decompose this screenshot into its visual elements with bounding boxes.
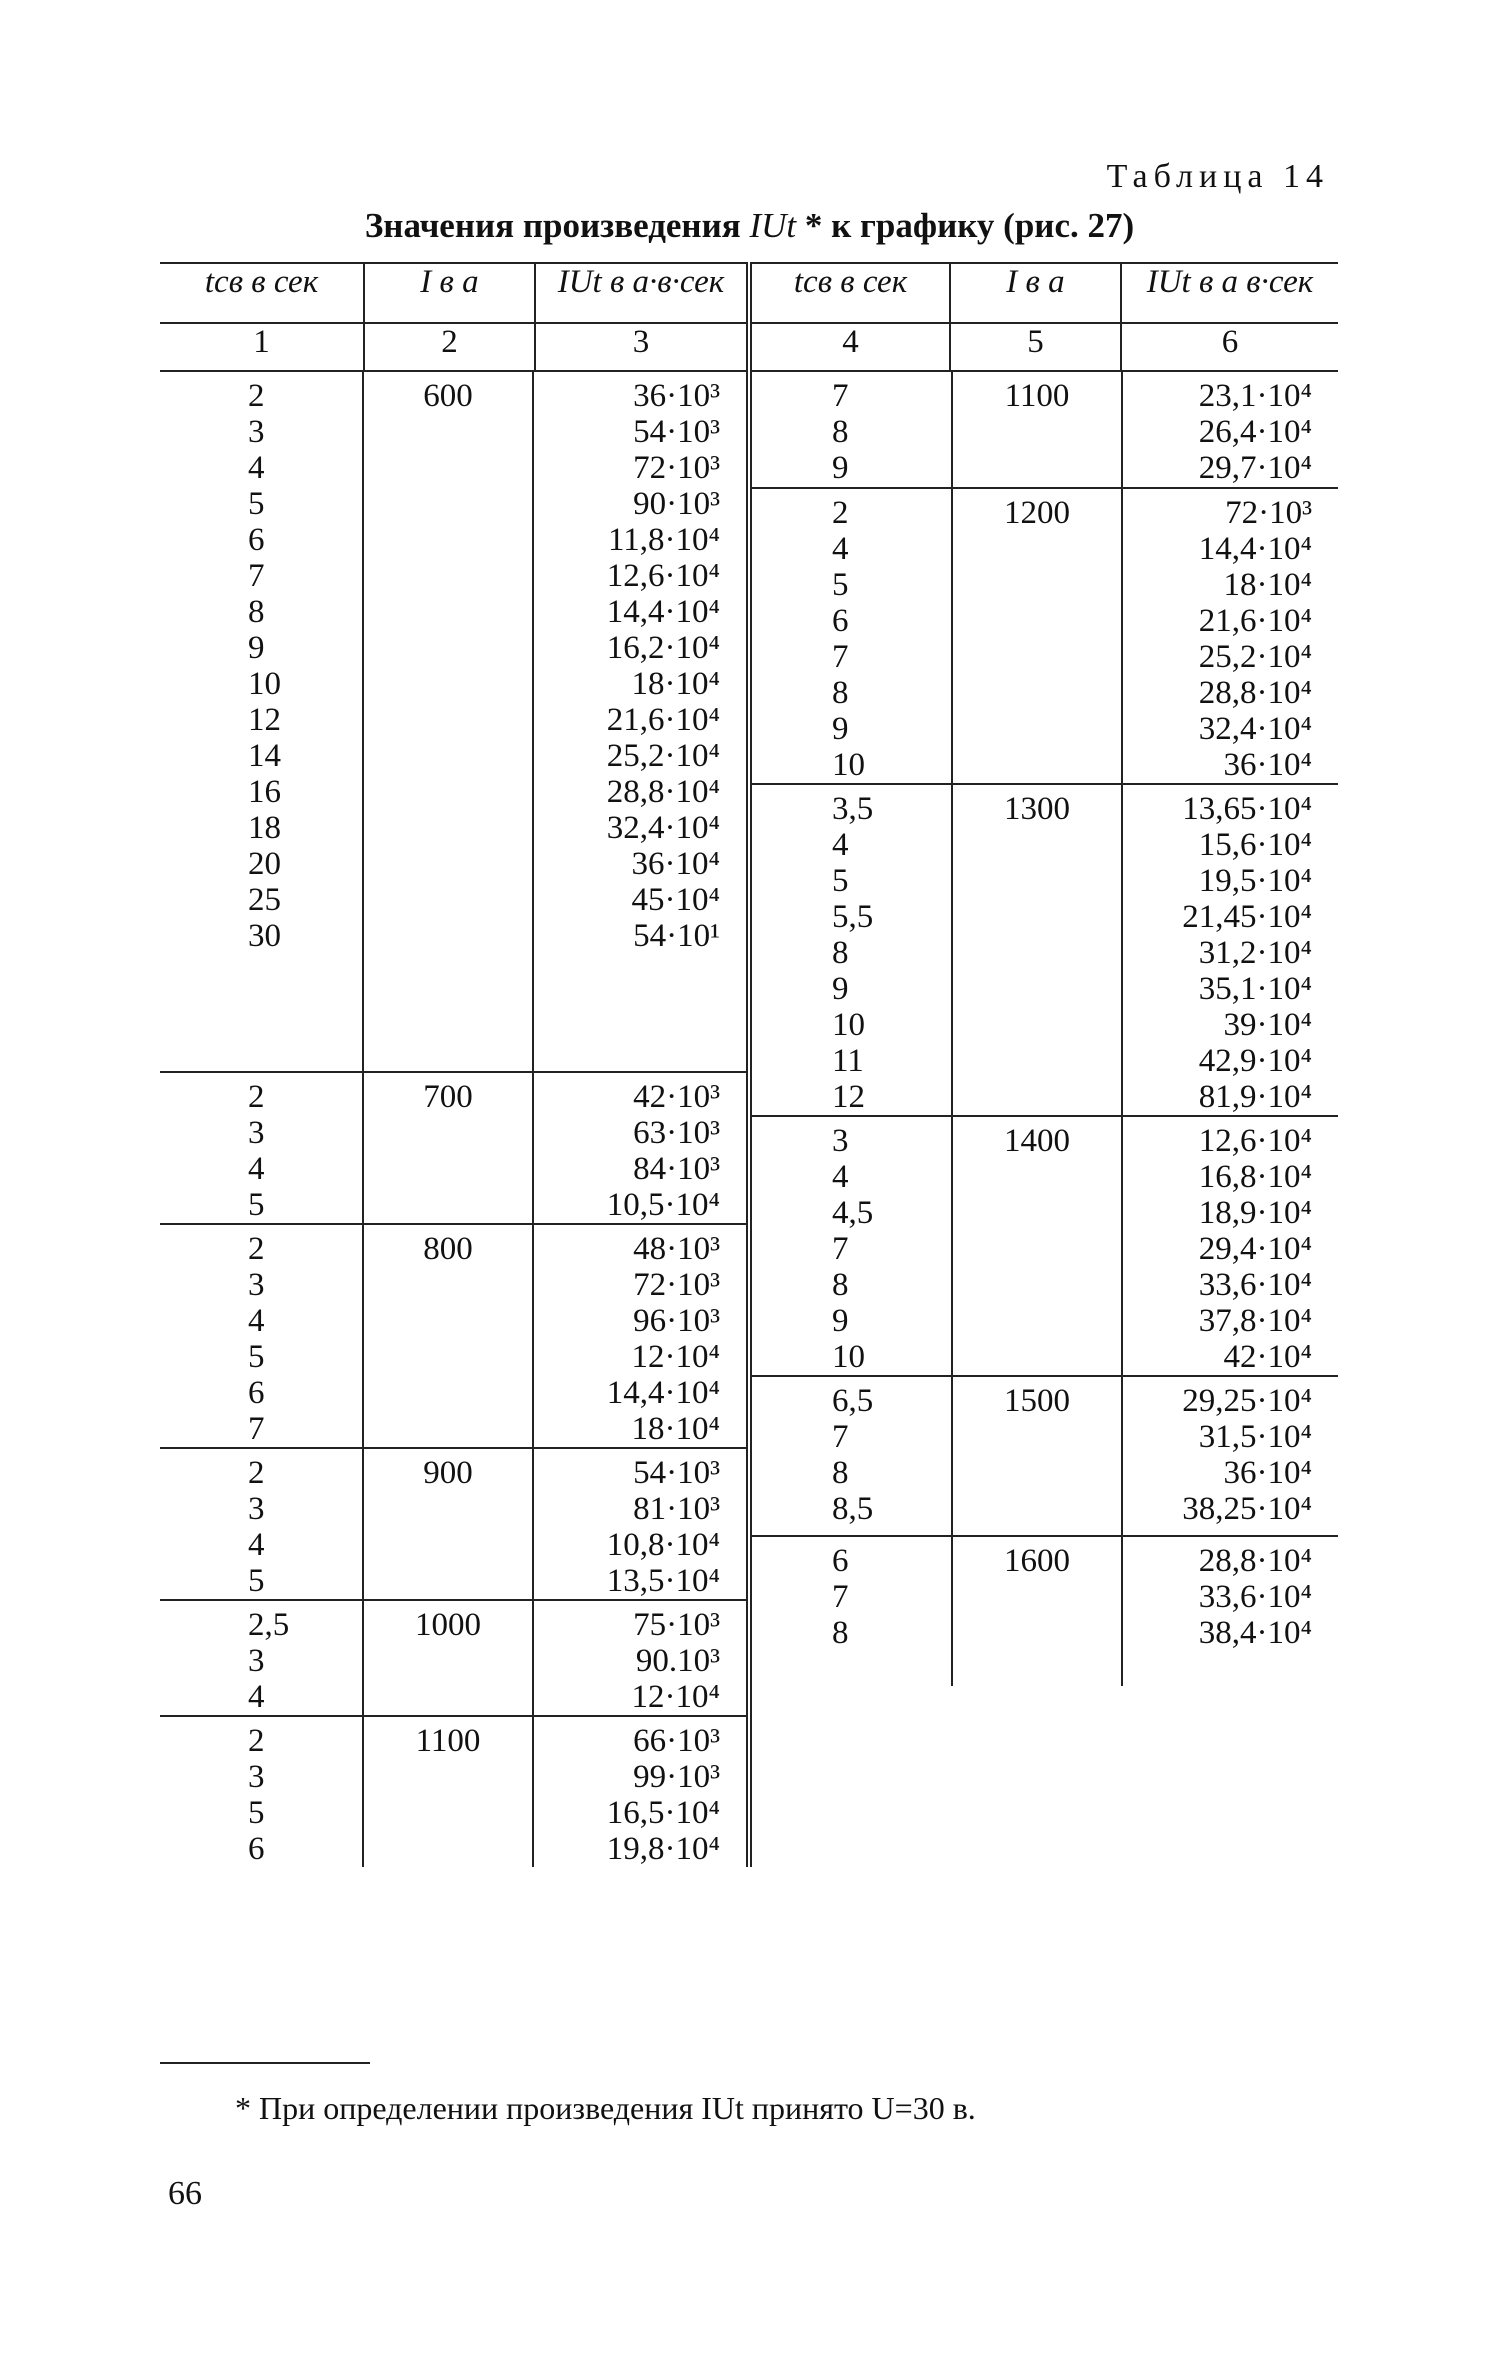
time-value: 2 [248,378,265,414]
time-value: 5 [248,1795,265,1831]
current-cell [363,1600,533,1716]
time-value: 4 [832,531,849,567]
time-value: 3 [248,1267,265,1303]
time-value: 6 [832,1543,849,1579]
time-value: 9 [832,971,849,1007]
product-value: 10,5·10⁴ [606,1187,720,1223]
column-number: 1 [160,323,364,371]
product-value: 12,6·10⁴ [606,558,720,594]
time-values-cell [752,784,952,1116]
time-values-cell [752,372,952,488]
time-value: 4 [248,1151,265,1187]
time-value: 2,5 [248,1607,290,1643]
current-value: 600 [423,378,473,414]
current-cell [952,488,1122,784]
header-cell: tсв в сек [160,263,364,323]
table-group-row [160,372,746,1072]
table-group-row [160,1600,746,1716]
time-value: 8 [832,935,849,971]
product-value: 12·10⁴ [631,1339,720,1375]
time-value: 7 [832,1579,849,1615]
time-value: 8 [832,414,849,450]
time-value: 9 [832,711,849,747]
time-value: 10 [248,666,281,702]
product-value: 84·10³ [633,1151,720,1187]
left-half [160,371,749,1867]
right-half [749,371,1338,1867]
product-value: 42·10³ [633,1079,720,1115]
time-value: 6,5 [832,1383,874,1419]
time-value: 4 [248,450,265,486]
product-value: 81·10³ [633,1491,720,1527]
time-values-cell [160,372,363,1072]
product-value: 38,4·10⁴ [1198,1615,1312,1651]
product-values-cell [533,372,746,1072]
product-value: 32,4·10⁴ [1198,711,1312,747]
header-cell: I в а [364,263,535,323]
header-cell: I в а [950,263,1121,323]
time-values-cell [752,1116,952,1376]
product-values-cell [533,1716,746,1867]
column-number: 6 [1121,323,1338,371]
time-value: 9 [832,450,849,486]
time-value: 8 [248,594,265,630]
product-value: 19,8·10⁴ [606,1831,720,1867]
time-value: 7 [832,378,849,414]
product-value: 54·10³ [633,1455,720,1491]
time-value: 7 [248,558,265,594]
product-value: 14,4·10⁴ [606,1375,720,1411]
product-value: 42·10⁴ [1223,1339,1312,1375]
header-cell: IUt в а в·сек [1121,263,1338,323]
product-value: 12,6·10⁴ [1198,1123,1312,1159]
time-value: 16 [248,774,281,810]
time-value: 5 [248,1563,265,1599]
product-values-cell [1122,1116,1338,1376]
current-value: 1000 [415,1607,481,1643]
time-value: 5 [248,1339,265,1375]
product-value: 35,1·10⁴ [1198,971,1312,1007]
time-value: 5 [832,863,849,899]
product-value: 81,9·10⁴ [1198,1079,1312,1115]
column-number: 5 [950,323,1121,371]
title-italic: IUt [749,206,797,245]
current-cell [952,372,1122,488]
time-value: 14 [248,738,281,774]
product-value: 36·10⁴ [1223,747,1312,783]
product-value: 18·10⁴ [631,666,720,702]
current-cell [952,1536,1122,1686]
time-value: 3 [248,1759,265,1795]
table-group-row [160,1448,746,1600]
current-cell [363,1224,533,1448]
column-number-row [160,323,1338,371]
time-value: 8 [832,1267,849,1303]
time-value: 8 [832,1615,849,1651]
product-value: 26,4·10⁴ [1198,414,1312,450]
product-value: 33,6·10⁴ [1198,1267,1312,1303]
product-value: 16,5·10⁴ [606,1795,720,1831]
header-cell: tсв в сек [749,263,950,323]
product-value: 18·10⁴ [1223,567,1312,603]
right-groups-table [752,372,1338,1686]
header-row [160,263,1338,323]
time-values-cell [752,488,952,784]
table-title [0,206,1499,246]
product-values-cell [1122,1376,1338,1536]
product-value: 13,65·10⁴ [1182,791,1312,827]
time-values-cell [160,1224,363,1448]
time-value: 5,5 [832,899,874,935]
title-text-after: * к графику (рис. 27) [796,206,1135,245]
time-value: 9 [248,630,265,666]
product-values-cell [1122,372,1338,488]
page-number: 66 [168,2175,202,2212]
time-value: 2 [248,1455,265,1491]
time-value: 7 [832,639,849,675]
time-value: 30 [248,918,281,954]
product-values-cell [1122,784,1338,1116]
table-body-row [160,371,1338,1867]
product-value: 21,6·10⁴ [1198,603,1312,639]
current-value: 700 [423,1079,473,1115]
time-value: 9 [832,1303,849,1339]
time-value: 6 [248,1831,265,1867]
column-number: 4 [749,323,950,371]
product-value: 28,8·10⁴ [1198,1543,1312,1579]
time-value: 3 [248,1491,265,1527]
time-values-cell [160,1072,363,1224]
time-values-cell [160,1448,363,1600]
right-groups [752,372,1338,1686]
product-value: 54·10¹ [633,918,720,954]
product-value: 21,45·10⁴ [1182,899,1312,935]
product-value: 31,5·10⁴ [1198,1419,1312,1455]
current-value: 1100 [415,1723,481,1759]
table-group-row [752,1116,1338,1376]
product-values-cell [533,1224,746,1448]
product-value: 96·10³ [633,1303,720,1339]
current-cell [363,1448,533,1600]
column-number: 3 [535,323,749,371]
time-value: 8 [832,675,849,711]
product-value: 18·10⁴ [631,1411,720,1447]
product-value: 31,2·10⁴ [1198,935,1312,971]
time-value: 6 [248,522,265,558]
product-value: 29,4·10⁴ [1198,1231,1312,1267]
time-value: 8,5 [832,1491,874,1527]
product-value: 14,4·10⁴ [1198,531,1312,567]
table-group-row [752,1536,1338,1686]
time-values-cell [160,1600,363,1716]
product-value: 90·10³ [633,486,720,522]
time-value: 7 [832,1231,849,1267]
table-group-row [752,372,1338,488]
time-value: 2 [832,495,849,531]
product-value: 63·10³ [633,1115,720,1151]
table-group-row [752,1376,1338,1536]
product-value: 54·10³ [633,414,720,450]
table-group-row [160,1224,746,1448]
time-values-cell [752,1376,952,1536]
time-value: 4,5 [832,1195,874,1231]
product-value: 16,2·10⁴ [606,630,720,666]
time-value: 8 [832,1455,849,1491]
current-cell [363,372,533,1072]
left-groups [160,372,746,1867]
time-value: 4 [248,1303,265,1339]
time-value: 11 [832,1043,864,1079]
current-value: 1500 [1004,1383,1070,1419]
product-value: 16,8·10⁴ [1198,1159,1312,1195]
product-value: 29,25·10⁴ [1182,1383,1312,1419]
time-value: 18 [248,810,281,846]
time-value: 7 [832,1419,849,1455]
time-values-cell [160,1716,363,1867]
product-values-cell [533,1448,746,1600]
product-value: 75·10³ [633,1607,720,1643]
time-value: 4 [832,1159,849,1195]
product-value: 15,6·10⁴ [1198,827,1312,863]
product-value: 36·10³ [633,378,720,414]
product-value: 90.10³ [635,1643,720,1679]
time-value: 4 [832,827,849,863]
product-value: 18,9·10⁴ [1198,1195,1312,1231]
time-value: 2 [248,1079,265,1115]
time-value: 5 [248,486,265,522]
product-value: 25,2·10⁴ [606,738,720,774]
product-value: 99·10³ [633,1759,720,1795]
current-value: 1600 [1004,1543,1070,1579]
table-group-row [160,1072,746,1224]
time-value: 4 [248,1679,265,1715]
product-values-cell [533,1600,746,1716]
product-value: 33,6·10⁴ [1198,1579,1312,1615]
column-number: 2 [364,323,535,371]
time-value: 3,5 [832,791,874,827]
time-value: 3 [248,1115,265,1151]
current-value: 1100 [1004,378,1070,414]
time-value: 12 [832,1079,865,1115]
current-cell [363,1072,533,1224]
current-cell [952,1376,1122,1536]
time-value: 25 [248,882,281,918]
current-value: 1200 [1004,495,1070,531]
current-cell [363,1716,533,1867]
product-value: 36·10⁴ [1223,1455,1312,1491]
product-value: 12·10⁴ [631,1679,720,1715]
current-value: 900 [423,1455,473,1491]
product-value: 72·10³ [633,1267,720,1303]
footnote-rule [160,2062,370,2064]
current-value: 800 [423,1231,473,1267]
left-groups-table [160,372,746,1867]
product-value: 28,8·10⁴ [606,774,720,810]
product-value: 10,8·10⁴ [606,1527,720,1563]
time-value: 2 [248,1231,265,1267]
time-value: 6 [832,603,849,639]
time-value: 3 [248,414,265,450]
current-value: 1300 [1004,791,1070,827]
time-value: 10 [832,1339,865,1375]
product-value: 21,6·10⁴ [606,702,720,738]
product-value: 72·10³ [633,450,720,486]
product-value: 28,8·10⁴ [1198,675,1312,711]
time-value: 5 [248,1187,265,1223]
time-value: 10 [832,1007,865,1043]
product-values-cell [533,1072,746,1224]
footnote: * При определении произведения IUt принято U=30 в. [235,2090,976,2126]
product-value: 66·10³ [633,1723,720,1759]
product-value: 32,4·10⁴ [606,810,720,846]
product-values-cell [1122,488,1338,784]
product-value: 29,7·10⁴ [1198,450,1312,486]
time-value: 5 [832,567,849,603]
time-value: 10 [832,747,865,783]
product-value: 39·10⁴ [1223,1007,1312,1043]
time-value: 7 [248,1411,265,1447]
time-value: 20 [248,846,281,882]
product-value: 11,8·10⁴ [607,522,720,558]
product-value: 23,1·10⁴ [1198,378,1312,414]
time-value: 3 [832,1123,849,1159]
time-value: 3 [248,1643,265,1679]
table-group-row [160,1716,746,1867]
current-value: 1400 [1004,1123,1070,1159]
product-value: 36·10⁴ [631,846,720,882]
table-group-row [752,784,1338,1116]
product-value: 38,25·10⁴ [1182,1491,1312,1527]
product-value: 48·10³ [633,1231,720,1267]
current-cell [952,1116,1122,1376]
table-label: Таблица 14 [1106,158,1329,195]
product-value: 37,8·10⁴ [1198,1303,1312,1339]
product-value: 13,5·10⁴ [606,1563,720,1599]
time-value: 12 [248,702,281,738]
current-cell [952,784,1122,1116]
product-value: 42,9·10⁴ [1198,1043,1312,1079]
product-values-cell [1122,1536,1338,1686]
title-text-before: Значения произведения [364,206,750,245]
values-table [160,262,1338,1867]
product-value: 19,5·10⁴ [1198,863,1312,899]
product-value: 25,2·10⁴ [1198,639,1312,675]
time-values-cell [752,1536,952,1686]
time-value: 6 [248,1375,265,1411]
table-group-row [752,488,1338,784]
time-value: 2 [248,1723,265,1759]
header-cell: IUt в а·в·сек [535,263,749,323]
product-value: 45·10⁴ [631,882,720,918]
product-value: 72·10³ [1225,495,1312,531]
product-value: 14,4·10⁴ [606,594,720,630]
time-value: 4 [248,1527,265,1563]
